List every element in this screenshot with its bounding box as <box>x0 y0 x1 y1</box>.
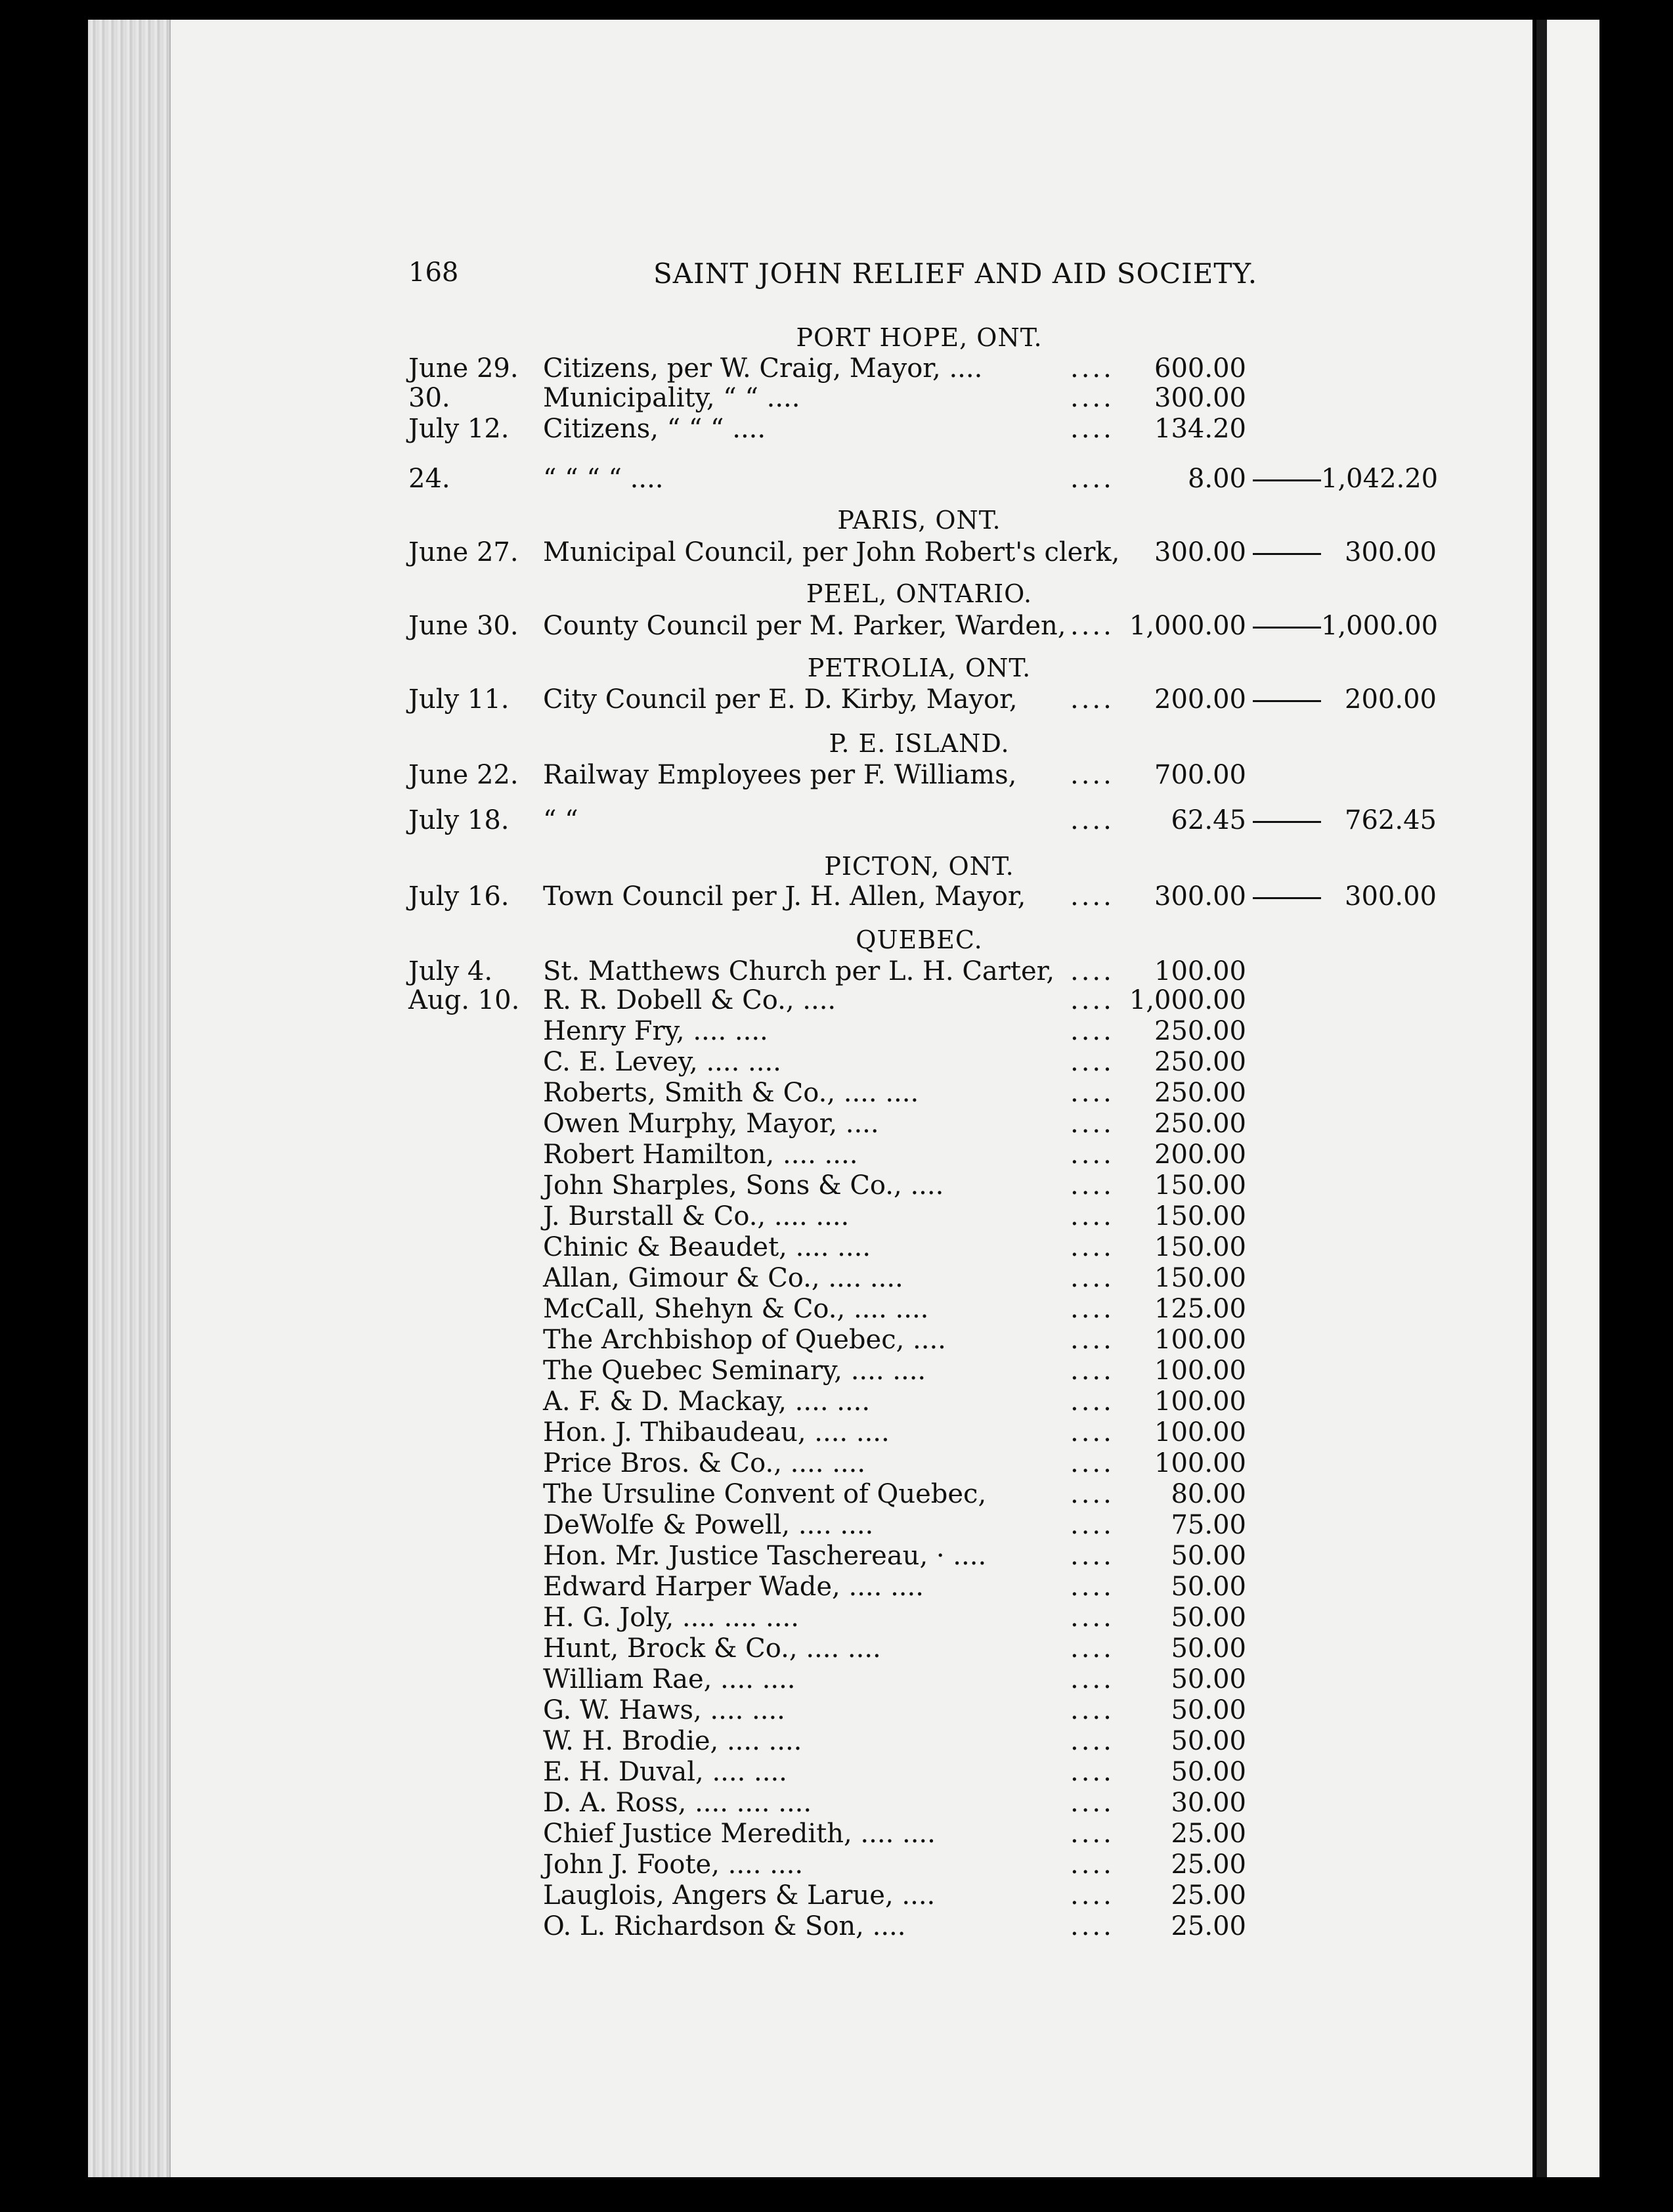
entry-leader-dots: .... <box>1070 1541 1114 1571</box>
entry-leader-dots: .... <box>1070 1572 1114 1602</box>
entry-leader-dots: .... <box>1070 1232 1114 1262</box>
entry-leader-dots: .... <box>1070 383 1114 413</box>
entry-leader-dots: .... <box>1070 1016 1114 1046</box>
entry-amount: 200.00 <box>1154 684 1246 715</box>
entry-description: Hon. Mr. Justice Taschereau, · .... <box>543 1541 987 1571</box>
entry-date: July 4. <box>408 956 493 986</box>
entry-amount: 125.00 <box>1154 1294 1246 1324</box>
entry-description: A. F. & D. Mackay, .... .... <box>543 1386 871 1417</box>
entry-description: W. H. Brodie, .... .... <box>543 1726 802 1756</box>
entry-leader-dots: .... <box>1070 353 1114 384</box>
entry-leader-dots: .... <box>1070 1263 1114 1293</box>
entry-description: Lauglois, Angers & Larue, .... <box>543 1880 936 1911</box>
entry-leader-dots: .... <box>1070 881 1114 912</box>
section-heading: PARIS, ONT. <box>837 506 1001 535</box>
entry-description: Municipal Council, per John Robert's clerk, <box>543 537 1120 567</box>
section-heading: PETROLIA, ONT. <box>807 653 1032 682</box>
total-rule <box>1253 627 1321 629</box>
entry-description: The Archbishop of Quebec, .... <box>543 1325 946 1355</box>
entry-amount: 300.00 <box>1154 881 1246 912</box>
entry-description: Citizens, “ “ “ .... <box>543 414 766 444</box>
entry-date: 30. <box>408 383 450 413</box>
entry-total: 1,000.00 <box>1321 611 1439 641</box>
entry-leader-dots: .... <box>1070 1819 1114 1849</box>
entry-amount: 100.00 <box>1154 1325 1246 1355</box>
entry-description: Price Bros. & Co., .... .... <box>543 1448 866 1478</box>
entry-date: June 27. <box>408 537 519 567</box>
entry-leader-dots: .... <box>1070 1664 1114 1694</box>
entry-total: 1,042.20 <box>1321 464 1439 494</box>
entry-amount: 250.00 <box>1154 1109 1246 1139</box>
entry-description: St. Matthews Church per L. H. Carter, <box>543 956 1055 986</box>
entry-description: The Ursuline Convent of Quebec, <box>543 1479 987 1509</box>
entry-leader-dots: .... <box>1070 1448 1114 1478</box>
total-rule <box>1253 897 1321 899</box>
entry-total: 200.00 <box>1345 684 1437 715</box>
entry-description: McCall, Shehyn & Co., .... .... <box>543 1294 929 1324</box>
entry-leader-dots: .... <box>1070 1603 1114 1633</box>
entry-leader-dots: .... <box>1070 1911 1114 1941</box>
total-rule <box>1253 553 1321 555</box>
entry-date: June 30. <box>408 611 519 641</box>
entry-description: G. W. Haws, .... .... <box>543 1695 785 1725</box>
entry-description: Owen Murphy, Mayor, .... <box>543 1109 879 1139</box>
entry-description: John J. Foote, .... .... <box>543 1849 804 1880</box>
entry-amount: 50.00 <box>1171 1726 1246 1756</box>
entry-description: E. H. Duval, .... .... <box>543 1757 787 1787</box>
entry-date: July 16. <box>408 881 510 912</box>
entry-description: “ “ “ “ .... <box>543 464 664 494</box>
entry-amount: 150.00 <box>1154 1263 1246 1293</box>
entry-description: City Council per E. D. Kirby, Mayor, <box>543 684 1018 715</box>
entry-date: June 22. <box>408 760 519 790</box>
running-title: SAINT JOHN RELIEF AND AID SOCIETY. <box>653 257 1258 290</box>
entry-amount: 25.00 <box>1171 1819 1246 1849</box>
entry-description: C. E. Levey, .... .... <box>543 1047 781 1077</box>
entry-description: Chief Justice Meredith, .... .... <box>543 1819 936 1849</box>
entry-description: John Sharples, Sons & Co., .... <box>543 1170 944 1201</box>
entry-leader-dots: .... <box>1070 684 1114 715</box>
entry-leader-dots: .... <box>1070 1170 1114 1201</box>
entry-amount: 25.00 <box>1171 1880 1246 1911</box>
entry-amount: 1,000.00 <box>1129 611 1246 641</box>
entry-description: Roberts, Smith & Co., .... .... <box>543 1078 919 1108</box>
entry-leader-dots: .... <box>1070 464 1114 494</box>
entry-amount: 8.00 <box>1187 464 1246 494</box>
entry-date: July 12. <box>408 414 510 444</box>
entry-leader-dots: .... <box>1070 1510 1114 1540</box>
entry-amount: 300.00 <box>1154 383 1246 413</box>
entry-amount: 134.20 <box>1154 414 1246 444</box>
entry-amount: 50.00 <box>1171 1603 1246 1633</box>
entry-amount: 62.45 <box>1171 805 1246 835</box>
entry-leader-dots: .... <box>1070 1695 1114 1725</box>
entry-description: DeWolfe & Powell, .... .... <box>543 1510 874 1540</box>
entry-amount: 150.00 <box>1154 1170 1246 1201</box>
entry-leader-dots: .... <box>1070 1726 1114 1756</box>
total-rule <box>1253 479 1321 481</box>
entry-description: O. L. Richardson & Son, .... <box>543 1911 906 1941</box>
entry-date: July 11. <box>408 684 510 715</box>
entry-date: July 18. <box>408 805 510 835</box>
entry-amount: 80.00 <box>1171 1479 1246 1509</box>
section-heading: PORT HOPE, ONT. <box>796 323 1043 352</box>
section-heading: P. E. ISLAND. <box>829 729 1010 758</box>
entry-leader-dots: .... <box>1070 1356 1114 1386</box>
entry-leader-dots: .... <box>1070 760 1114 790</box>
entry-leader-dots: .... <box>1070 1325 1114 1355</box>
entry-description: Railway Employees per F. Williams, <box>543 760 1017 790</box>
entry-amount: 25.00 <box>1171 1849 1246 1880</box>
entry-description: H. G. Joly, .... .... .... <box>543 1603 799 1633</box>
entry-amount: 100.00 <box>1154 956 1246 986</box>
entry-leader-dots: .... <box>1070 1047 1114 1077</box>
entry-leader-dots: .... <box>1070 611 1114 641</box>
entry-amount: 50.00 <box>1171 1572 1246 1602</box>
entry-leader-dots: .... <box>1070 1417 1114 1448</box>
entry-description: “ “ <box>543 805 578 835</box>
entry-amount: 100.00 <box>1154 1417 1246 1448</box>
entry-total: 300.00 <box>1345 881 1437 912</box>
entry-amount: 700.00 <box>1154 760 1246 790</box>
entry-leader-dots: .... <box>1070 1849 1114 1880</box>
entry-leader-dots: .... <box>1070 1757 1114 1787</box>
entry-description: D. A. Ross, .... .... .... <box>543 1788 812 1818</box>
entry-leader-dots: .... <box>1070 1479 1114 1509</box>
entry-description: Edward Harper Wade, .... .... <box>543 1572 924 1602</box>
total-rule <box>1253 821 1321 823</box>
entry-leader-dots: .... <box>1070 1109 1114 1139</box>
entry-amount: 75.00 <box>1171 1510 1246 1540</box>
entry-amount: 50.00 <box>1171 1757 1246 1787</box>
entry-total: 762.45 <box>1345 805 1437 835</box>
entry-leader-dots: .... <box>1070 956 1114 986</box>
entry-amount: 50.00 <box>1171 1541 1246 1571</box>
entry-amount: 250.00 <box>1154 1016 1246 1046</box>
entry-amount: 150.00 <box>1154 1232 1246 1262</box>
entry-leader-dots: .... <box>1070 1788 1114 1818</box>
section-heading: QUEBEC. <box>856 925 983 954</box>
entry-description: Hunt, Brock & Co., .... .... <box>543 1633 881 1664</box>
entry-amount: 30.00 <box>1171 1788 1246 1818</box>
entry-leader-dots: .... <box>1070 1139 1114 1170</box>
entry-amount: 600.00 <box>1154 353 1246 384</box>
entry-description: Citizens, per W. Craig, Mayor, .... <box>543 353 983 384</box>
section-heading: PICTON, ONT. <box>824 852 1014 881</box>
entry-amount: 50.00 <box>1171 1695 1246 1725</box>
entry-description: The Quebec Seminary, .... .... <box>543 1356 926 1386</box>
entry-description: J. Burstall & Co., .... .... <box>543 1201 850 1231</box>
entry-amount: 300.00 <box>1154 537 1246 567</box>
entry-leader-dots: .... <box>1070 1386 1114 1417</box>
entry-description: Municipality, “ “ .... <box>543 383 800 413</box>
entry-leader-dots: .... <box>1070 1078 1114 1108</box>
entry-amount: 100.00 <box>1154 1356 1246 1386</box>
section-heading: PEEL, ONTARIO. <box>806 579 1033 608</box>
entry-description: Town Council per J. H. Allen, Mayor, <box>543 881 1026 912</box>
entry-amount: 1,000.00 <box>1129 985 1246 1015</box>
entry-description: County Council per M. Parker, Warden, <box>543 611 1066 641</box>
entry-description: Allan, Gimour & Co., .... .... <box>543 1263 903 1293</box>
entry-date: 24. <box>408 464 450 494</box>
entry-leader-dots: .... <box>1070 1880 1114 1911</box>
entry-amount: 150.00 <box>1154 1201 1246 1231</box>
entry-leader-dots: .... <box>1070 805 1114 835</box>
entry-date: June 29. <box>408 353 519 384</box>
entry-description: R. R. Dobell & Co., .... <box>543 985 836 1015</box>
entry-amount: 100.00 <box>1154 1448 1246 1478</box>
entry-leader-dots: .... <box>1070 985 1114 1015</box>
entry-amount: 250.00 <box>1154 1047 1246 1077</box>
entry-leader-dots: .... <box>1070 1294 1114 1324</box>
entry-description: Robert Hamilton, .... .... <box>543 1139 858 1170</box>
entry-amount: 250.00 <box>1154 1078 1246 1108</box>
entry-amount: 50.00 <box>1171 1664 1246 1694</box>
entry-leader-dots: .... <box>1070 1201 1114 1231</box>
total-rule <box>1253 700 1321 702</box>
entry-date: Aug. 10. <box>408 985 520 1015</box>
entry-leader-dots: .... <box>1070 414 1114 444</box>
entry-amount: 50.00 <box>1171 1633 1246 1664</box>
entry-description: Hon. J. Thibaudeau, .... .... <box>543 1417 890 1448</box>
entry-leader-dots: .... <box>1070 1633 1114 1664</box>
page-number: 168 <box>408 257 459 288</box>
entry-description: William Rae, .... .... <box>543 1664 796 1694</box>
entry-amount: 100.00 <box>1154 1386 1246 1417</box>
entry-description: Chinic & Beaudet, .... .... <box>543 1232 871 1262</box>
entry-amount: 200.00 <box>1154 1139 1246 1170</box>
entry-amount: 25.00 <box>1171 1911 1246 1941</box>
entry-total: 300.00 <box>1345 537 1437 567</box>
entry-description: Henry Fry, .... .... <box>543 1016 768 1046</box>
